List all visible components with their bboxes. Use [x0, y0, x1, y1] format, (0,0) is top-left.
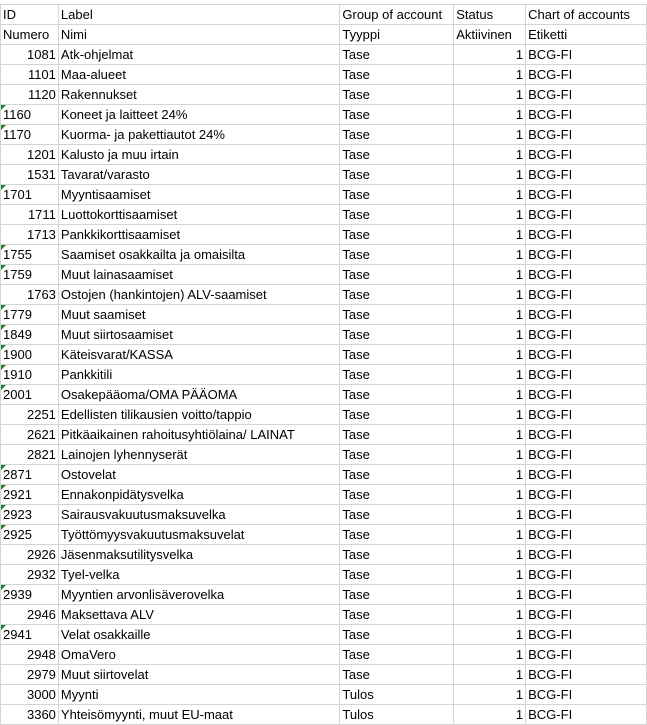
active-flag-cell[interactable]: 1	[454, 665, 526, 685]
account-id-cell[interactable]: 2932	[1, 565, 59, 585]
header-cell-label[interactable]: Label	[58, 5, 339, 25]
chart-tag-cell[interactable]: BCG-FI	[526, 225, 647, 245]
header-cell-group[interactable]: Group of account	[340, 5, 454, 25]
account-name-cell[interactable]: Kuorma- ja pakettiautot 24%	[58, 125, 339, 145]
account-name-cell[interactable]: Muut siirtovelat	[58, 665, 339, 685]
table-row	[1, 685, 647, 705]
table-row	[1, 165, 647, 185]
account-name-cell[interactable]: Muut lainasaamiset	[58, 265, 339, 285]
account-type-cell[interactable]: Tase	[340, 85, 454, 105]
account-type-cell[interactable]: Tulos	[340, 685, 454, 705]
table-row	[1, 625, 647, 645]
table-row	[1, 185, 647, 205]
account-type-cell[interactable]: Tase	[340, 225, 454, 245]
active-flag-cell[interactable]: 1	[454, 405, 526, 425]
account-type-cell[interactable]: Tase	[340, 605, 454, 625]
account-type-cell[interactable]: Tase	[340, 145, 454, 165]
table-row	[1, 385, 647, 405]
account-type-cell[interactable]: Tase	[340, 445, 454, 465]
account-name-cell[interactable]: OmaVero	[58, 645, 339, 665]
account-name-cell[interactable]: Myyntisaamiset	[58, 185, 339, 205]
table-row	[1, 305, 647, 325]
active-flag-cell[interactable]: 1	[454, 225, 526, 245]
active-flag-cell[interactable]: 1	[454, 105, 526, 125]
active-flag-cell[interactable]: 1	[454, 45, 526, 65]
account-name-cell[interactable]: Muut siirtosaamiset	[58, 325, 339, 345]
table-row	[1, 445, 647, 465]
account-type-cell[interactable]: Tase	[340, 545, 454, 565]
active-flag-cell[interactable]: 1	[454, 365, 526, 385]
account-name-cell[interactable]: Myyntien arvonlisäverovelka	[58, 585, 339, 605]
active-flag-cell[interactable]: 1	[454, 605, 526, 625]
table-row	[1, 45, 647, 65]
table-row	[1, 705, 647, 725]
account-id-cell[interactable]: 2871	[1, 465, 59, 485]
account-name-cell[interactable]: Käteisvarat/KASSA	[58, 345, 339, 365]
account-name-cell[interactable]: Lainojen lyhennyserät	[58, 445, 339, 465]
chart-tag-cell[interactable]: BCG-FI	[526, 105, 647, 125]
active-flag-cell[interactable]: 1	[454, 445, 526, 465]
account-name-cell[interactable]: Yhteisömyynti, muut EU-maat	[58, 705, 339, 725]
account-type-cell[interactable]: Tase	[340, 105, 454, 125]
account-id-cell[interactable]: 1759	[1, 265, 59, 285]
account-name-cell[interactable]: Ostovelat	[58, 465, 339, 485]
account-name-cell[interactable]: Myynti	[58, 685, 339, 705]
table-row	[1, 125, 647, 145]
account-name-cell[interactable]: Luottokorttisaamiset	[58, 205, 339, 225]
account-name-cell[interactable]: Ennakonpidätysvelka	[58, 485, 339, 505]
account-type-cell[interactable]: Tase	[340, 625, 454, 645]
account-name-cell[interactable]: Kalusto ja muu irtain	[58, 145, 339, 165]
active-flag-cell[interactable]: 1	[454, 545, 526, 565]
active-flag-cell[interactable]: 1	[454, 265, 526, 285]
account-id-cell[interactable]: 3360	[1, 705, 59, 725]
account-type-cell[interactable]: Tase	[340, 125, 454, 145]
active-flag-cell[interactable]: 1	[454, 465, 526, 485]
table-row	[1, 345, 647, 365]
table-row	[1, 85, 647, 105]
subheader-cell-status[interactable]: Aktiivinen	[454, 25, 526, 45]
account-name-cell[interactable]: Sairausvakuutusmaksuvelka	[58, 505, 339, 525]
table-row	[1, 285, 647, 305]
table-row	[1, 425, 647, 445]
active-flag-cell[interactable]: 1	[454, 85, 526, 105]
account-id-cell[interactable]: 2946	[1, 605, 59, 625]
account-type-cell[interactable]: Tase	[340, 285, 454, 305]
active-flag-cell[interactable]: 1	[454, 565, 526, 585]
account-type-cell[interactable]: Tase	[340, 45, 454, 65]
account-name-cell[interactable]: Atk-ohjelmat	[58, 45, 339, 65]
account-id-cell[interactable]: 1910	[1, 365, 59, 385]
spreadsheet-grid	[0, 4, 647, 725]
account-id-cell[interactable]: 1170	[1, 125, 59, 145]
table-row	[1, 225, 647, 245]
account-type-cell[interactable]: Tase	[340, 645, 454, 665]
active-flag-cell[interactable]: 1	[454, 585, 526, 605]
account-type-cell[interactable]: Tase	[340, 525, 454, 545]
account-id-cell[interactable]: 2939	[1, 585, 59, 605]
chart-tag-cell[interactable]: BCG-FI	[526, 345, 647, 365]
subheader-cell-label[interactable]: Nimi	[58, 25, 339, 45]
account-name-cell[interactable]: Ostojen (hankintojen) ALV-saamiset	[58, 285, 339, 305]
account-id-cell[interactable]: 2941	[1, 625, 59, 645]
chart-tag-cell[interactable]: BCG-FI	[526, 645, 647, 665]
account-id-cell[interactable]: 2925	[1, 525, 59, 545]
subheader-cell-group[interactable]: Tyyppi	[340, 25, 454, 45]
account-id-cell[interactable]: 1900	[1, 345, 59, 365]
table-row	[1, 505, 647, 525]
chart-tag-cell[interactable]: BCG-FI	[526, 65, 647, 85]
account-type-cell[interactable]: Tase	[340, 245, 454, 265]
active-flag-cell[interactable]: 1	[454, 705, 526, 725]
chart-tag-cell[interactable]: BCG-FI	[526, 705, 647, 725]
header-cell-status[interactable]: Status	[454, 5, 526, 25]
account-type-cell[interactable]: Tase	[340, 585, 454, 605]
account-id-cell[interactable]: 1763	[1, 285, 59, 305]
account-id-cell[interactable]: 2948	[1, 645, 59, 665]
account-id-cell[interactable]: 1711	[1, 205, 59, 225]
active-flag-cell[interactable]: 1	[454, 645, 526, 665]
account-id-cell[interactable]: 2923	[1, 505, 59, 525]
table-row	[1, 245, 647, 265]
chart-tag-cell[interactable]: BCG-FI	[526, 665, 647, 685]
chart-tag-cell[interactable]: BCG-FI	[526, 165, 647, 185]
account-id-cell[interactable]: 1081	[1, 45, 59, 65]
account-name-cell[interactable]: Muut saamiset	[58, 305, 339, 325]
active-flag-cell[interactable]: 1	[454, 685, 526, 705]
active-flag-cell[interactable]: 1	[454, 285, 526, 305]
header-cell-id[interactable]: ID	[1, 5, 59, 25]
chart-tag-cell[interactable]: BCG-FI	[526, 465, 647, 485]
chart-tag-cell[interactable]: BCG-FI	[526, 625, 647, 645]
account-id-cell[interactable]: 1713	[1, 225, 59, 245]
account-id-cell[interactable]: 2979	[1, 665, 59, 685]
active-flag-cell[interactable]: 1	[454, 505, 526, 525]
grid-body	[1, 5, 647, 725]
account-type-cell[interactable]: Tase	[340, 185, 454, 205]
chart-tag-cell[interactable]: BCG-FI	[526, 525, 647, 545]
active-flag-cell[interactable]: 1	[454, 125, 526, 145]
chart-tag-cell[interactable]: BCG-FI	[526, 685, 647, 705]
account-id-cell[interactable]: 1755	[1, 245, 59, 265]
account-type-cell[interactable]: Tase	[340, 465, 454, 485]
account-name-cell[interactable]: Saamiset osakkailta ja omaisilta	[58, 245, 339, 265]
header-row-1	[1, 5, 647, 25]
account-id-cell[interactable]: 1120	[1, 85, 59, 105]
chart-tag-cell[interactable]: BCG-FI	[526, 45, 647, 65]
header-row-2	[1, 25, 647, 45]
account-id-cell[interactable]: 3000	[1, 685, 59, 705]
account-id-cell[interactable]: 2821	[1, 445, 59, 465]
active-flag-cell[interactable]: 1	[454, 385, 526, 405]
active-flag-cell[interactable]: 1	[454, 425, 526, 445]
account-type-cell[interactable]: Tase	[340, 205, 454, 225]
table-row	[1, 65, 647, 85]
account-name-cell[interactable]: Pankkitili	[58, 365, 339, 385]
table-row	[1, 105, 647, 125]
account-type-cell[interactable]: Tase	[340, 405, 454, 425]
account-type-cell[interactable]: Tase	[340, 485, 454, 505]
account-type-cell[interactable]: Tase	[340, 165, 454, 185]
active-flag-cell[interactable]: 1	[454, 245, 526, 265]
table-row	[1, 145, 647, 165]
account-id-cell[interactable]: 1531	[1, 165, 59, 185]
chart-tag-cell[interactable]: BCG-FI	[526, 385, 647, 405]
chart-tag-cell[interactable]: BCG-FI	[526, 425, 647, 445]
account-type-cell[interactable]: Tase	[340, 265, 454, 285]
active-flag-cell[interactable]: 1	[454, 305, 526, 325]
account-name-cell[interactable]: Pitkäaikainen rahoitusyhtiölaina/ LAINAT	[58, 425, 339, 445]
header-cell-chart[interactable]: Chart of accounts	[526, 5, 647, 25]
chart-tag-cell[interactable]: BCG-FI	[526, 505, 647, 525]
account-name-cell[interactable]: Velat osakkaille	[58, 625, 339, 645]
chart-tag-cell[interactable]: BCG-FI	[526, 305, 647, 325]
account-id-cell[interactable]: 2621	[1, 425, 59, 445]
account-id-cell[interactable]: 2251	[1, 405, 59, 425]
account-type-cell[interactable]: Tase	[340, 305, 454, 325]
account-type-cell[interactable]: Tase	[340, 665, 454, 685]
account-type-cell[interactable]: Tase	[340, 505, 454, 525]
active-flag-cell[interactable]: 1	[454, 165, 526, 185]
account-type-cell[interactable]: Tase	[340, 565, 454, 585]
chart-tag-cell[interactable]: BCG-FI	[526, 445, 647, 465]
chart-tag-cell[interactable]: BCG-FI	[526, 565, 647, 585]
account-id-cell[interactable]: 2001	[1, 385, 59, 405]
account-id-cell[interactable]: 1701	[1, 185, 59, 205]
account-name-cell[interactable]: Rakennukset	[58, 85, 339, 105]
table-row	[1, 485, 647, 505]
table-row	[1, 545, 647, 565]
table-row	[1, 525, 647, 545]
subheader-cell-id[interactable]: Numero	[1, 25, 59, 45]
active-flag-cell[interactable]: 1	[454, 65, 526, 85]
account-type-cell[interactable]: Tulos	[340, 705, 454, 725]
chart-tag-cell[interactable]: BCG-FI	[526, 545, 647, 565]
table-row	[1, 645, 647, 665]
active-flag-cell[interactable]: 1	[454, 325, 526, 345]
account-id-cell[interactable]: 1160	[1, 105, 59, 125]
chart-tag-cell[interactable]: BCG-FI	[526, 585, 647, 605]
account-id-cell[interactable]: 2926	[1, 545, 59, 565]
table-row	[1, 205, 647, 225]
active-flag-cell[interactable]: 1	[454, 345, 526, 365]
table-row	[1, 585, 647, 605]
table-row	[1, 565, 647, 585]
chart-tag-cell[interactable]: BCG-FI	[526, 125, 647, 145]
chart-tag-cell[interactable]: BCG-FI	[526, 325, 647, 345]
chart-tag-cell[interactable]: BCG-FI	[526, 405, 647, 425]
table-row	[1, 325, 647, 345]
active-flag-cell[interactable]: 1	[454, 625, 526, 645]
table-row	[1, 365, 647, 385]
account-type-cell[interactable]: Tase	[340, 345, 454, 365]
account-id-cell[interactable]: 1779	[1, 305, 59, 325]
chart-tag-cell[interactable]: BCG-FI	[526, 365, 647, 385]
active-flag-cell[interactable]: 1	[454, 525, 526, 545]
account-type-cell[interactable]: Tase	[340, 425, 454, 445]
account-id-cell[interactable]: 1849	[1, 325, 59, 345]
chart-tag-cell[interactable]: BCG-FI	[526, 145, 647, 165]
active-flag-cell[interactable]: 1	[454, 205, 526, 225]
account-type-cell[interactable]: Tase	[340, 365, 454, 385]
account-name-cell[interactable]: Koneet ja laitteet 24%	[58, 105, 339, 125]
account-id-cell[interactable]: 1201	[1, 145, 59, 165]
active-flag-cell[interactable]: 1	[454, 485, 526, 505]
chart-tag-cell[interactable]: BCG-FI	[526, 265, 647, 285]
subheader-cell-chart[interactable]: Etiketti	[526, 25, 647, 45]
table-row	[1, 465, 647, 485]
chart-tag-cell[interactable]: BCG-FI	[526, 205, 647, 225]
account-name-cell[interactable]: Tyel-velka	[58, 565, 339, 585]
account-name-cell[interactable]: Osakepääoma/OMA PÄÄOMA	[58, 385, 339, 405]
account-name-cell[interactable]: Pankkikorttisaamiset	[58, 225, 339, 245]
table-row	[1, 605, 647, 625]
account-id-cell[interactable]: 2921	[1, 485, 59, 505]
table-row	[1, 405, 647, 425]
chart-tag-cell[interactable]: BCG-FI	[526, 85, 647, 105]
account-name-cell[interactable]: Työttömyysvakuutusmaksuvelat	[58, 525, 339, 545]
account-name-cell[interactable]: Jäsenmaksutilitysvelka	[58, 545, 339, 565]
account-name-cell[interactable]: Tavarat/varasto	[58, 165, 339, 185]
active-flag-cell[interactable]: 1	[454, 185, 526, 205]
account-type-cell[interactable]: Tase	[340, 325, 454, 345]
account-name-cell[interactable]: Maa-alueet	[58, 65, 339, 85]
table-row	[1, 265, 647, 285]
account-type-cell[interactable]: Tase	[340, 385, 454, 405]
chart-tag-cell[interactable]: BCG-FI	[526, 185, 647, 205]
account-type-cell[interactable]: Tase	[340, 65, 454, 85]
chart-tag-cell[interactable]: BCG-FI	[526, 245, 647, 265]
account-name-cell[interactable]: Maksettava ALV	[58, 605, 339, 625]
account-name-cell[interactable]: Edellisten tilikausien voitto/tappio	[58, 405, 339, 425]
account-id-cell[interactable]: 1101	[1, 65, 59, 85]
chart-tag-cell[interactable]: BCG-FI	[526, 285, 647, 305]
table-row	[1, 665, 647, 685]
active-flag-cell[interactable]: 1	[454, 145, 526, 165]
chart-tag-cell[interactable]: BCG-FI	[526, 605, 647, 625]
chart-tag-cell[interactable]: BCG-FI	[526, 485, 647, 505]
